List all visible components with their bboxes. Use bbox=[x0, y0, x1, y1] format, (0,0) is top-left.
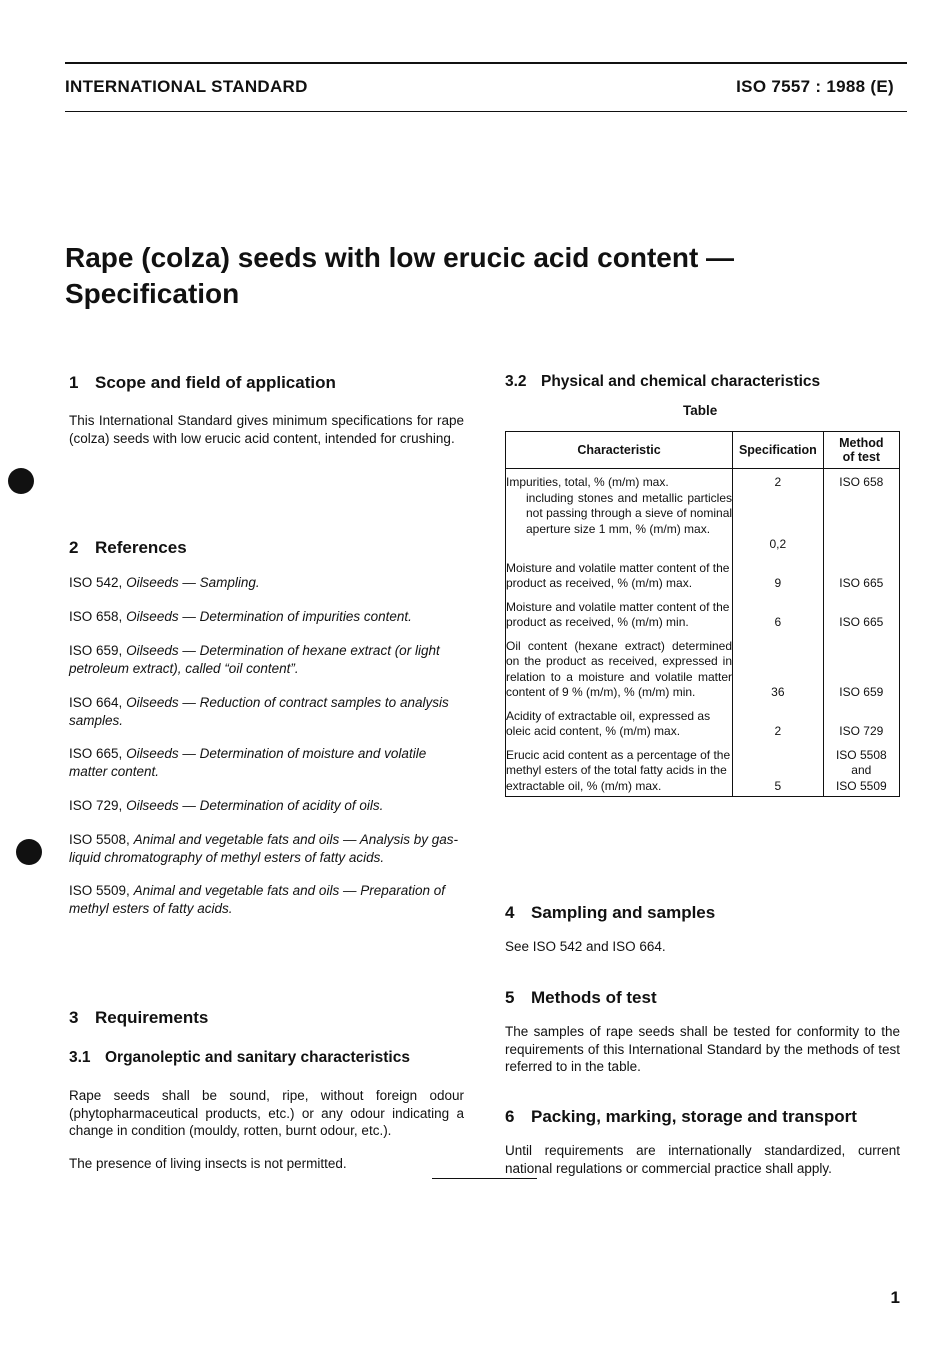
reference-item: ISO 658, Oilseeds — Determination of impurities content. bbox=[69, 609, 412, 624]
section-4-body: See ISO 542 and ISO 664. bbox=[505, 939, 666, 954]
cell-specification: 2 bbox=[733, 701, 824, 740]
header-standard-label: INTERNATIONAL STANDARD bbox=[65, 77, 308, 96]
table-row bbox=[506, 740, 900, 797]
section-1-heading: 1 Scope and field of application bbox=[69, 373, 336, 392]
cell-characteristic: Erucic acid content as a percentage of the methyl esters of the total fatty acids in the extractable oil, % (m/m) max. bbox=[506, 740, 733, 797]
section-3-1-paragraph-2: The presence of living insects is not permitted. bbox=[69, 1156, 347, 1171]
title-line-2: Specification bbox=[65, 278, 240, 309]
section-1-body: This International Standard gives minimum specifications for rape (colza) seeds with low erucic acid content, intended for crushing. bbox=[69, 413, 464, 446]
cell-method: ISO 658 bbox=[823, 469, 899, 553]
table-row bbox=[506, 553, 900, 592]
reference-item: ISO 665, Oilseeds — Determination of moisture and volatile matter content. bbox=[69, 746, 427, 779]
table-row bbox=[506, 631, 900, 701]
section-3-heading: 3 Requirements bbox=[69, 1008, 209, 1027]
cell-method: ISO 729 bbox=[823, 701, 899, 740]
cell-method: ISO 665 bbox=[823, 592, 899, 631]
punch-hole-mark bbox=[8, 468, 34, 494]
cell-specification: 36 bbox=[733, 631, 824, 701]
reference-item: ISO 5509, Animal and vegetable fats and oils — Preparation of methyl esters of fatty acids. bbox=[69, 883, 445, 916]
reference-item: ISO 5508, Animal and vegetable fats and oils — Analysis by gas-liquid chromatography of methyl esters of fatty acids. bbox=[69, 832, 458, 865]
cell-characteristic: Acidity of extractable oil, expressed as oleic acid content, % (m/m) max. bbox=[506, 701, 733, 740]
table-header-row bbox=[506, 432, 900, 469]
section-3-2-heading: 3.2 Physical and chemical characteristics bbox=[505, 373, 821, 390]
cell-method: ISO 659 bbox=[823, 631, 899, 701]
table-caption: Table bbox=[683, 403, 718, 418]
footnote-rule bbox=[432, 1178, 537, 1179]
section-3-1-heading: 3.1 Organoleptic and sanitary characteristics bbox=[69, 1049, 410, 1066]
section-5-heading: 5 Methods of test bbox=[505, 988, 657, 1007]
header-specification: Specification bbox=[733, 432, 824, 469]
cell-characteristic: Impurities, total, % (m/m) max. including stones and metallic particles not passing through a sieve of nominal aperture size 1 mm, % (m/m) max. bbox=[506, 469, 733, 553]
cell-specification: 6 bbox=[733, 592, 824, 631]
table-row bbox=[506, 469, 900, 553]
cell-method: ISO 665 bbox=[823, 553, 899, 592]
header-document-number: ISO 7557 : 1988 (E) bbox=[736, 77, 894, 96]
table-row bbox=[506, 701, 900, 740]
cell-specification: 9 bbox=[733, 553, 824, 592]
section-5-body: The samples of rape seeds shall be tested for conformity to the requirements of this International Standard by the methods of test referred to in the table. bbox=[505, 1024, 900, 1074]
header-bottom-rule bbox=[65, 111, 907, 112]
reference-item: ISO 729, Oilseeds — Determination of acidity of oils. bbox=[69, 798, 384, 813]
header-top-rule bbox=[65, 62, 907, 64]
specification-table bbox=[505, 431, 900, 797]
reference-item: ISO 542, Oilseeds — Sampling. bbox=[69, 575, 260, 590]
cell-characteristic: Moisture and volatile matter content of the product as received, % (m/m) min. bbox=[506, 592, 733, 631]
cell-specification: 5 bbox=[733, 740, 824, 797]
section-4-heading: 4 Sampling and samples bbox=[505, 903, 716, 922]
header-characteristic: Characteristic bbox=[506, 432, 733, 469]
punch-hole-mark bbox=[16, 839, 42, 865]
section-3-1-paragraph-1: Rape seeds shall be sound, ripe, without foreign odour (phytopharmaceutical products, etc.) or any odour indicating a change in condition (mouldy, rotten, burnt odour, etc.). bbox=[69, 1088, 464, 1138]
reference-item: ISO 664, Oilseeds — Reduction of contract samples to analysis samples. bbox=[69, 695, 449, 728]
page-number: 1 bbox=[890, 1288, 900, 1307]
section-2-heading: 2 References bbox=[69, 538, 187, 557]
document-title bbox=[65, 240, 865, 312]
cell-characteristic: Oil content (hexane extract) determined on the product as received, expressed in relation to a moisture and volatile matter content of 9 % (m/m), % (m/m) min. bbox=[506, 631, 733, 701]
section-6-heading: 6 Packing, marking, storage and transport bbox=[505, 1107, 857, 1126]
title-line-1: Rape (colza) seeds with low erucic acid content — bbox=[65, 242, 735, 273]
header-method: Method of test bbox=[823, 432, 899, 469]
cell-characteristic: Moisture and volatile matter content of the product as received, % (m/m) max. bbox=[506, 553, 733, 592]
table-row bbox=[506, 592, 900, 631]
cell-method: ISO 5508 and ISO 5509 bbox=[823, 740, 899, 797]
section-6-body: Until requirements are internationally standardized, current national regulations or commercial practice shall apply. bbox=[505, 1143, 900, 1176]
cell-specification: 2 0,2 bbox=[733, 469, 824, 553]
reference-item: ISO 659, Oilseeds — Determination of hexane extract (or light petroleum extract), called “oil content”. bbox=[69, 643, 440, 676]
